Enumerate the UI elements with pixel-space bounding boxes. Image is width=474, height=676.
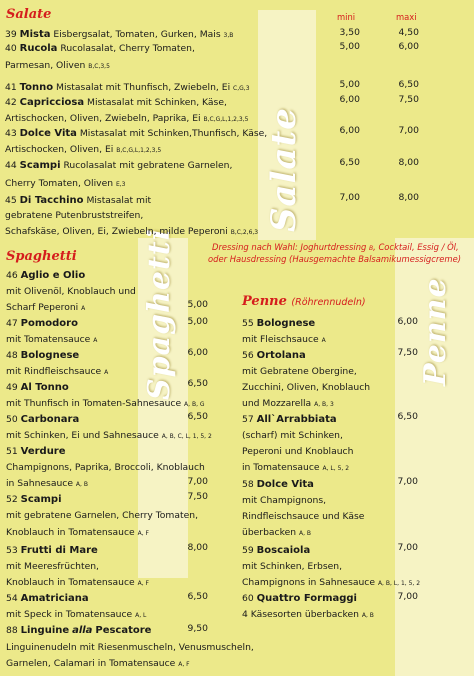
menu-item-57-desc3: in Tomatensauce A, L, 5, 2: [242, 462, 350, 473]
price-maxi: 6,00: [398, 41, 419, 52]
menu-item-51-desc2: in Sahnesauce A, B: [6, 478, 88, 489]
price: 8,00: [187, 542, 208, 553]
menu-item-48-desc: mit Rindfleischsauce A: [6, 366, 109, 377]
price: 7,00: [397, 542, 418, 553]
salate-heading: Salate: [6, 7, 52, 22]
price: 7,50: [187, 491, 208, 502]
price-mini: 6,00: [339, 125, 360, 136]
price: 6,50: [187, 411, 208, 422]
menu-item-58: 58 Dolce Vita: [242, 479, 314, 490]
col-maxi-header: maxi: [396, 12, 417, 22]
price: 9,50: [187, 623, 208, 634]
price-mini: 5,00: [339, 41, 360, 52]
menu-item-88-desc2: Garnelen, Calamari in Tomatensauce A, F: [6, 658, 190, 669]
price-maxi: 7,50: [398, 94, 419, 105]
menu-item-51: 51 Verdure: [6, 446, 66, 457]
menu-item-50-desc: mit Schinken, Ei und Sahnesauce A, B, C, L, 1, 5, 2: [6, 430, 212, 441]
menu-item-45-desc2: Schafskäse, Oliven, Ei, Zwiebeln, milde Peperoni B,C,2,6,3: [5, 226, 259, 237]
price: 7,00: [187, 476, 208, 487]
price: 7,00: [397, 476, 418, 487]
price-maxi: 8,00: [398, 192, 419, 203]
menu-item-45: 45 Di Tacchino Mistasalat mit: [5, 195, 152, 206]
menu-item-46-desc: mit Olivenöl, Knoblauch und: [6, 286, 136, 297]
spaghetti-vertical-label: Spaghetti: [142, 227, 177, 400]
col-mini-header: mini: [337, 12, 356, 22]
menu-item-53-desc2: Knoblauch in Tomatensauce A, F: [6, 577, 149, 588]
menu-item-59-desc2: Champignons in Sahnesauce A, B, L, 1, 5, 2: [242, 577, 421, 588]
menu-item-52-desc2: Knoblauch in Tomatensauce A, F: [6, 527, 149, 538]
menu-item-56-desc2: Zucchini, Oliven, Knoblauch: [242, 382, 371, 393]
menu-item-58-desc: mit Champignons,: [242, 495, 327, 506]
menu-item-39: 39 Mista Eisbergsalat, Tomaten, Gurken, Mais 3,B: [5, 29, 234, 40]
menu-item-47: 47 Pomodoro: [6, 318, 78, 329]
menu-item-59: 59 Boscaiola: [242, 545, 311, 556]
price-mini: 6,50: [339, 157, 360, 168]
menu-item-53-desc: mit Meeresfrüchten,: [6, 561, 99, 572]
menu-item-44-desc: Cherry Tomaten, Oliven E,3: [5, 178, 126, 189]
menu-item-48: 48 Bolognese: [6, 350, 80, 361]
menu-item-60-desc: 4 Käsesorten überbacken A, B: [242, 609, 374, 620]
menu-item-40-desc: Parmesan, Oliven B,C,3,5: [5, 60, 110, 71]
price-maxi: 4,50: [398, 27, 419, 38]
menu-item-60: 60 Quattro Formaggi: [242, 593, 357, 604]
menu-item-46: 46 Aglio e Olio: [6, 270, 86, 281]
price: 7,00: [397, 591, 418, 602]
price: 6,50: [187, 378, 208, 389]
menu-item-53: 53 Frutti di Mare: [6, 545, 98, 556]
menu-item-40: 40 Rucola Rucolasalat, Cherry Tomaten,: [5, 43, 195, 54]
menu-item-43-desc: Artischocken, Oliven, Ei B,C,G,L,1,2,3,5: [5, 144, 162, 155]
menu-item-88-desc: Linguinenudeln mit Riesenmuscheln, Venusmuscheln,: [6, 642, 254, 653]
price-mini: 3,50: [339, 27, 360, 38]
menu-item-56-desc: mit Gebratene Obergine,: [242, 366, 357, 377]
menu-item-57-desc2: Peperoni und Knoblauch: [242, 446, 354, 457]
menu-item-55-desc: mit Fleischsauce A: [242, 334, 326, 345]
menu-item-42: 42 Capricciosa Mistasalat mit Schinken, Käse,: [5, 97, 227, 108]
menu-item-49: 49 Al Tonno: [6, 382, 69, 393]
menu-item-58-desc3: überbacken A, B: [242, 527, 312, 538]
dressing-note-2: oder Hausdressing (Hausgemachte Balsamikumessigcreme): [208, 254, 461, 264]
menu-item-57-desc: (scharf) mit Schinken,: [242, 430, 343, 441]
menu-item-49-desc: mit Thunfisch in Tomaten-Sahnesauce A, B, G: [6, 398, 205, 409]
price: 7,50: [397, 347, 418, 358]
menu-item-56: 56 Ortolana: [242, 350, 306, 361]
price-maxi: 7,00: [398, 125, 419, 136]
dressing-note: Dressing nach Wahl: Joghurtdressing B, Cocktail, Essig / Öl,: [212, 242, 459, 252]
price-mini: 5,00: [339, 79, 360, 90]
salate-vertical-label: Salate: [264, 107, 304, 232]
menu-item-57: 57 All`Arrabbiata: [242, 414, 337, 425]
menu-item-56-desc3: und Mozzarella A, B, 3: [242, 398, 334, 409]
menu-item-42-desc: Artischocken, Oliven, Zwiebeln, Paprika, Ei B,C,G,L,1,2,3,5: [5, 113, 249, 124]
menu-item-41: 41 Tonno Mistasalat mit Thunfisch, Zwiebeln, Ei C,G,3: [5, 82, 250, 93]
price-mini: 6,00: [339, 94, 360, 105]
menu-item-52: 52 Scampi: [6, 494, 62, 505]
penne-heading: Penne (Röhrennudeln): [242, 294, 366, 309]
menu-item-58-desc2: Rindfleischsauce und Käse: [242, 511, 365, 522]
price: 6,00: [187, 347, 208, 358]
price: 6,50: [397, 411, 418, 422]
price: 5,00: [187, 299, 208, 310]
price-maxi: 6,50: [398, 79, 419, 90]
penne-vertical-label: Penne: [418, 277, 453, 386]
menu-item-54-desc: mit Speck in Tomatensauce A, L: [6, 609, 147, 620]
price: 6,00: [397, 316, 418, 327]
menu-item-88: 88 Linguine alla Pescatore: [6, 625, 152, 636]
menu-item-45-desc: gebratene Putenbruststreifen,: [5, 210, 144, 221]
menu-item-59-desc: mit Schinken, Erbsen,: [242, 561, 343, 572]
price-mini: 7,00: [339, 192, 360, 203]
menu-item-47-desc: mit Tomatensauce A: [6, 334, 98, 345]
price-maxi: 8,00: [398, 157, 419, 168]
menu-item-51-desc: Champignons, Paprika, Broccoli, Knoblauch: [6, 462, 205, 473]
menu-item-50: 50 Carbonara: [6, 414, 80, 425]
menu-item-52-desc: mit gebratene Garnelen, Cherry Tomaten,: [6, 510, 198, 521]
price: 6,50: [187, 591, 208, 602]
spaghetti-heading: Spaghetti: [6, 249, 77, 264]
menu-item-54: 54 Amatriciana: [6, 593, 89, 604]
menu-item-43: 43 Dolce Vita Mistasalat mit Schinken,Thunfisch, Käse,: [5, 128, 268, 139]
menu-item-46-desc2: Scharf Peperoni A: [6, 302, 86, 313]
menu-item-55: 55 Bolognese: [242, 318, 316, 329]
menu-item-44: 44 Scampi Rucolasalat mit gebratene Garnelen,: [5, 160, 233, 171]
price: 5,00: [187, 316, 208, 327]
